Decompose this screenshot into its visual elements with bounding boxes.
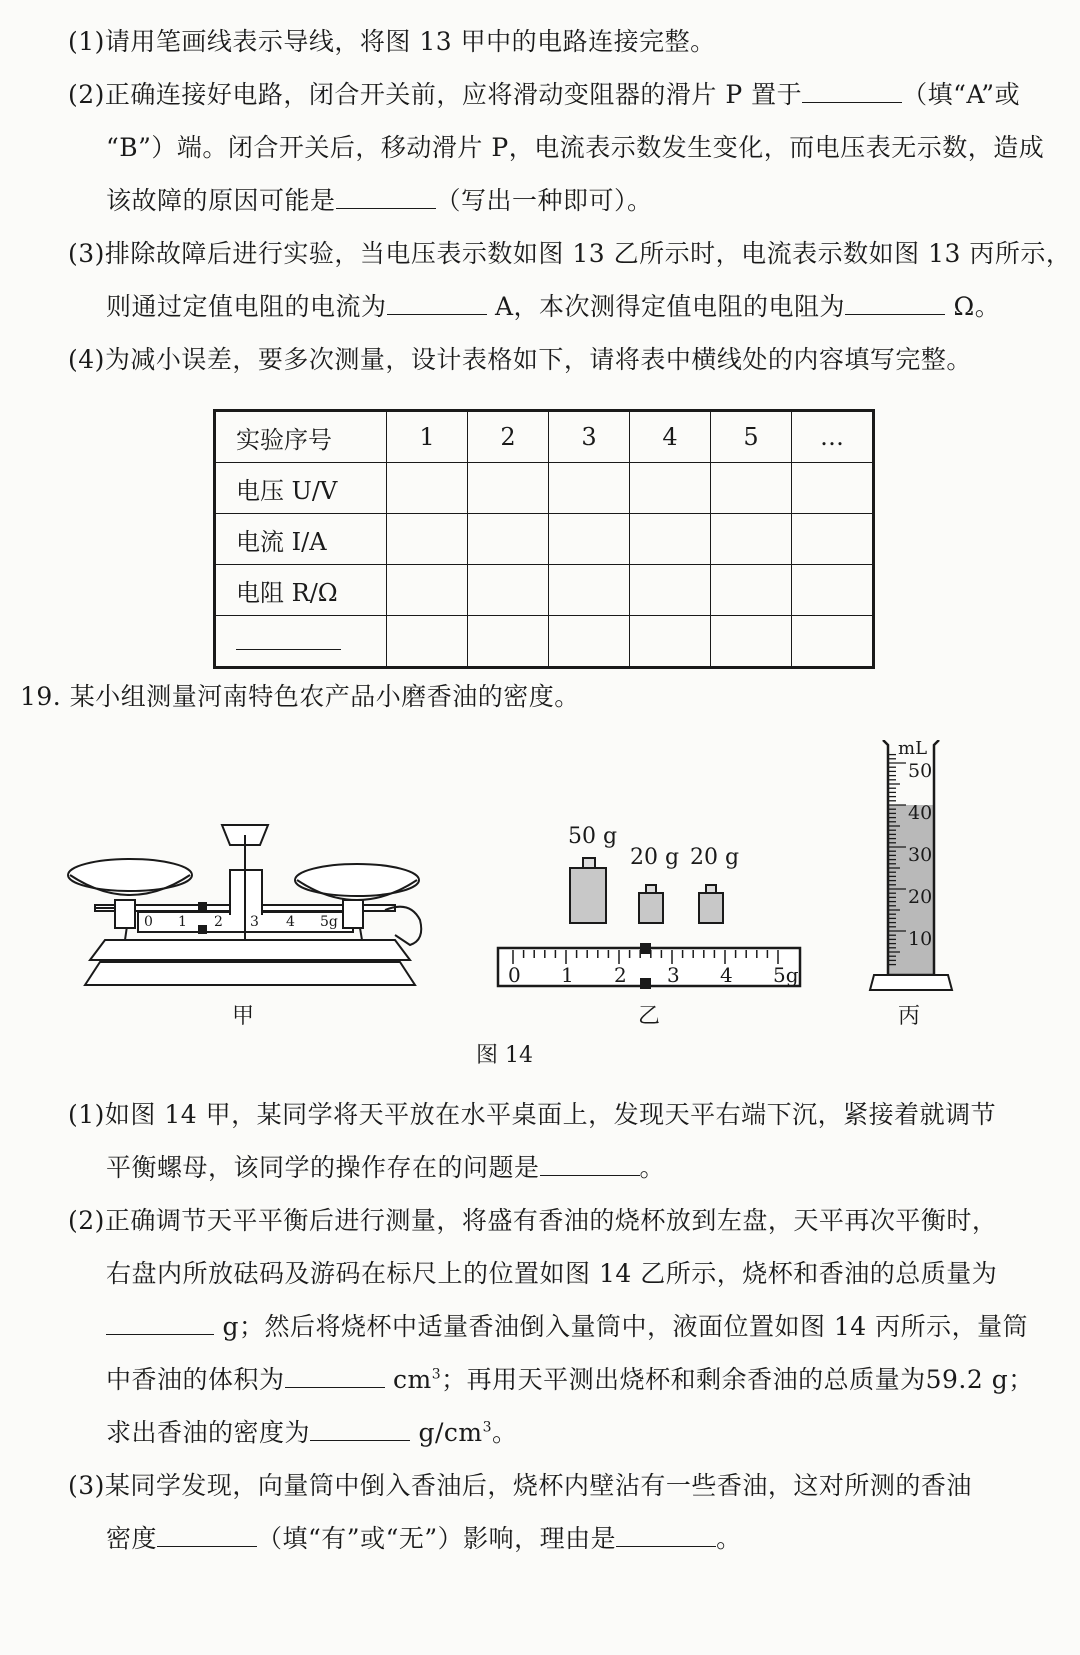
table-cell [792,616,874,668]
rider-label-1: 1 [561,963,574,987]
answer-blank-density[interactable] [310,1418,410,1441]
table-cell [468,616,549,668]
q18-part2-text-b: （填“A”或 [902,80,1021,109]
rider-label-4: 4 [720,963,733,987]
q19-part2-line3 [106,1307,1028,1343]
rider-label-2: 2 [614,963,627,987]
svg-text:0: 0 [144,914,153,930]
table-cell [387,463,468,514]
cyl-label-20: 20 [908,886,933,908]
rider-marker-top [640,943,651,954]
svg-text:2: 2 [214,914,223,930]
cylinder-unit: mL [898,740,928,759]
table-cell [387,616,468,668]
q19-part1-line1: (1)如图 14 甲，某同学将天平放在水平桌面上，发现天平右端下沉，紧接着就调节 [68,1100,997,1129]
q18-part2-text-e: （写出一种即可）。 [435,186,653,215]
table-cell [792,565,874,616]
q19-part2-text-h: g/cm [418,1418,483,1447]
answer-blank-fault-cause[interactable] [336,186,436,209]
table-cell [549,565,630,616]
label-jia: 甲 [232,1004,255,1029]
rider-label-0: 0 [508,963,521,987]
q18-part3-line2 [106,287,1000,323]
weight-label-20g: 20 g [630,845,680,870]
q18-part2-text-a: (2)正确连接好电路，闭合开关前，应将滑动变阻器的滑片 P 置于 [68,80,803,109]
svg-text:1: 1 [178,914,187,930]
q19-part2-line2: 右盘内所放砝码及游码在标尺上的位置如图 14 乙所示，烧杯和香油的总质量为 [106,1259,998,1288]
table-cell [549,463,630,514]
table-cell [711,565,792,616]
table-cell [387,514,468,565]
q19-part1-line2 [106,1148,665,1184]
row-label-voltage: 电压 U/V [215,463,387,514]
svg-text:4: 4 [286,914,295,930]
superscript-3: 3 [431,1366,442,1383]
q18-part3-text-c: A，本次测得定值电阻的电阻为 [494,292,846,321]
balance-illustration [68,825,421,985]
table-cell [549,514,630,565]
q19-part2-text-g: 求出香油的密度为 [106,1418,311,1447]
table-cell [630,514,711,565]
table-cell [711,616,792,668]
table-header-row [215,411,874,463]
graduated-cylinder [870,740,952,990]
table-cell [468,565,549,616]
q19-part2-line5 [106,1413,518,1449]
measurement-table [213,409,875,669]
table-cell [630,463,711,514]
figure-caption: 图 14 [476,1043,533,1068]
row-label-resistance: 电阻 R/Ω [215,565,387,616]
label-yi: 乙 [638,1004,661,1029]
table-header-cell: … [792,411,874,463]
answer-blank-current[interactable] [387,292,487,315]
weights-illustration [498,824,800,989]
q18-part2-line3 [106,181,653,217]
answer-blank-slider-end[interactable] [802,80,902,103]
q19-part3-text-c: （填“有”或“无”）影响，理由是 [257,1524,617,1553]
q18-part2-text-d: 该故障的原因可能是 [106,186,336,215]
q19-part2-text-d: 中香油的体积为 [106,1365,285,1394]
q19-part3-line2 [106,1519,742,1555]
q19-part2-line1: (2)正确调节天平平衡后进行测量，将盛有香油的烧杯放到左盘，天平再次平衡时， [68,1206,998,1235]
table-cell [630,616,711,668]
q18-part2-line2: “B”）端。闭合开关后，移动滑片 P，电流表示数发生变化，而电压表无示数，造成 [106,133,1045,162]
svg-text:3: 3 [250,914,259,930]
svg-text:5g: 5g [320,914,338,930]
row-label-current: 电流 I/A [215,514,387,565]
q19-title: 19. 某小组测量河南特色农产品小磨香油的密度。 [20,682,580,711]
table-header-cell: 实验序号 [215,411,387,463]
table-cell [468,463,549,514]
q19-part2-text-e: cm [392,1365,432,1394]
table-cell [711,514,792,565]
q19-part1-text-b: 平衡螺母，该同学的操作存在的问题是 [106,1153,540,1182]
q18-part1: (1)请用笔画线表示导线，将图 13 甲中的电路连接完整。 [68,27,716,56]
q19-part2-text-c: g；然后将烧杯中适量香油倒入量筒中，液面位置如图 14 丙所示，量筒 [222,1312,1029,1341]
table-row [215,565,874,616]
table-header-cell: 2 [468,411,549,463]
table-cell [468,514,549,565]
table-header-cell: 5 [711,411,792,463]
q19-part3-text-b: 密度 [106,1524,158,1553]
rider-label-3: 3 [667,963,680,987]
q19-part2-line4 [106,1360,1034,1396]
table-row [215,514,874,565]
q19-part2-text-i: 。 [492,1418,518,1447]
answer-blank-table-row[interactable] [236,627,341,650]
q18-part2-line1 [68,75,1020,111]
table-cell [630,565,711,616]
table-header-cell: 4 [630,411,711,463]
answer-blank-reason[interactable] [616,1524,716,1547]
table-row [215,463,874,514]
table-cell [387,565,468,616]
table-cell [711,463,792,514]
label-bing: 丙 [898,1004,921,1029]
row-label-blank[interactable] [215,616,387,668]
table-cell [792,514,874,565]
superscript-3: 3 [482,1419,493,1436]
q19-part3-line1: (3)某同学发现，向量筒中倒入香油后，烧杯内壁沾有一些香油，这对所测的香油 [68,1471,972,1500]
q18-part4: (4)为减小误差，要多次测量，设计表格如下，请将表中横线处的内容填写完整。 [68,345,972,374]
weight-label-20g-second: 20 g [690,845,740,870]
cyl-label-10: 10 [908,928,933,950]
answer-blank-volume[interactable] [285,1365,385,1388]
q18-part3-text-d: Ω。 [953,292,1001,321]
table-cell [549,616,630,668]
q18-part3-text-b: 则通过定值电阻的电流为 [106,292,387,321]
q19-part1-text-c: 。 [639,1153,666,1182]
answer-blank-effect[interactable] [157,1524,257,1547]
table-cell [792,463,874,514]
table-header-cell: 3 [549,411,630,463]
figure-14 [0,740,1080,1070]
answer-blank-operation-problem[interactable] [540,1153,640,1176]
rider-label-5g: 5g [773,963,799,987]
cyl-label-30: 30 [908,844,933,866]
answer-blank-total-mass[interactable] [106,1312,214,1335]
answer-blank-resistance[interactable] [845,292,945,315]
weight-label-50g: 50 g [568,824,618,849]
cyl-label-40: 40 [908,802,933,824]
rider-marker-bottom [640,978,651,989]
q19-part2-text-f: ；再用天平测出烧杯和剩余香油的总质量为59.2 g； [441,1365,1034,1394]
table-row [215,616,874,668]
q19-part3-text-d: 。 [716,1524,742,1553]
q18-part3-line1: (3)排除故障后进行实验，当电压表示数如图 13 乙所示时，电流表示数如图 13 丙所示， [68,239,1072,268]
table-header-cell: 1 [387,411,468,463]
cyl-label-50: 50 [908,760,933,782]
